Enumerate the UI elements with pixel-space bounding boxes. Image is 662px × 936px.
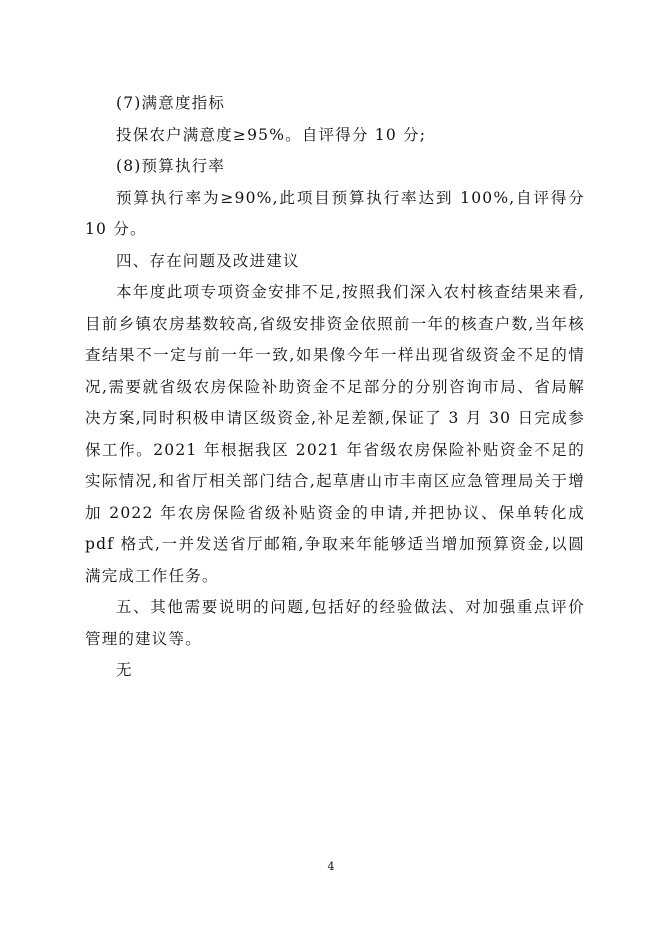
document-body bbox=[85, 88, 585, 687]
heading-satisfaction-indicator: (7)满意度指标 bbox=[116, 94, 226, 112]
paragraph-budget-execution: 预算执行率为≥90%,此项目预算执行率达到 100%,自评得分 10 分。 bbox=[85, 188, 585, 238]
page-number: 4 bbox=[327, 860, 335, 873]
paragraph-problems-detail: 本年度此项专项资金安排不足,按照我们深入农村核查结果来看,目前乡镇农房基数较高,省级安排资金依照前一年的核查户数,当年核查结果不一定与前一年一致,如果像今年一样出现省级资金不足的情况,需要就省级农房保险补助资金不足部分的分别咨询市局、省局解决方案,同时积极申请区级资金,补足差额,保证了 3 月 30 日完成参保工作。2021 年根据我区 2021 年省级农房保险补贴资金不足的实际情况,和省厅相关部门结合,起草唐山市丰南区应急管理局关于增加 2022 年农房保险省级补贴资金的申请,并把协议、保单转化成 pdf 格式,一并发送省厅邮箱,争取来年能够适当增加预算资金,以圆满完成工作任务。 bbox=[85, 283, 585, 585]
heading-other-notes: 五、其他需要说明的问题,包括好的经验做法、对加强重点评价管理的建议等。 bbox=[85, 598, 585, 648]
paragraph-satisfaction-score: 投保农户满意度≥95%。自评得分 10 分; bbox=[116, 125, 427, 144]
heading-budget-execution-rate: (8)预算执行率 bbox=[116, 157, 226, 175]
paragraph-none: 无 bbox=[116, 661, 133, 679]
heading-problems-and-suggestions: 四、存在问题及改进建议 bbox=[116, 251, 300, 270]
